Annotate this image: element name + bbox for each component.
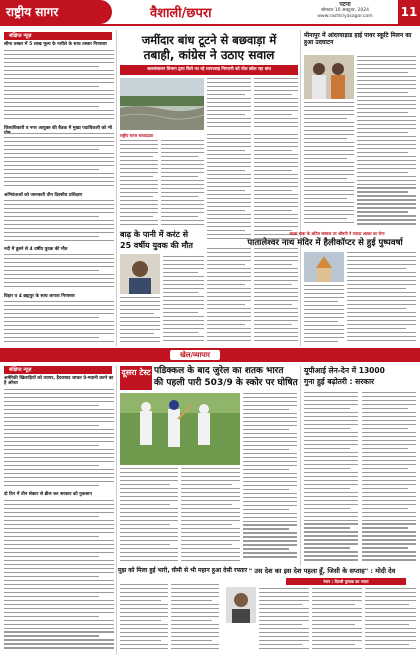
meta-web: www.rashtriyasagar.com xyxy=(317,14,373,19)
sports-left-head: दो दिन में तीन सेक्टर से ब्रीज कर सरकार को नुकसान xyxy=(4,492,92,497)
sub-headline-2: 25 वर्षीय युवक की मौत xyxy=(120,241,193,250)
sports-text xyxy=(243,393,297,563)
main-text xyxy=(207,134,251,244)
left-label: संक्षिप्त न्यूज़ xyxy=(4,32,112,40)
main-text xyxy=(254,134,298,244)
column-rule xyxy=(116,366,117,654)
main-headline-2: तबाही, कांग्रेस ने उठाए सवाल xyxy=(143,48,275,62)
sports-left-label: संक्षिप्त न्यूज़ xyxy=(4,366,112,374)
column-rule xyxy=(116,30,117,346)
sports-left-head: अमेरिकी खिलाड़ियों को व्यापर, हैदराबाद जाकर प्रे-मवानी करने का है ऑफर xyxy=(4,376,114,386)
temple-photo xyxy=(304,252,344,282)
sub-text xyxy=(120,297,160,345)
right-headline: मीनापुर में आंदरवाड़ाड हाई पावर स्कूटि मिलन का हुआ उदघाटन xyxy=(304,32,412,46)
sports-headline-1: पडिक्कल के बाद जुरेल का शतक भारत xyxy=(154,366,284,376)
bottom-headline: मुझ को मिला हुई भारी, घीमी से भी महान हुआ देसी रफ्तार xyxy=(118,567,248,574)
masthead xyxy=(0,0,420,26)
upi-text xyxy=(304,392,358,564)
main-text xyxy=(120,140,158,228)
upi-headline-2: गुना हुई बढ़ोतरी : सरकार xyxy=(304,377,375,386)
bottom-text xyxy=(120,584,168,654)
main-text xyxy=(254,78,298,130)
right-text xyxy=(357,56,416,228)
sub-text xyxy=(163,256,204,346)
meta-city: पटना xyxy=(339,1,351,8)
match-badge: दूसरा टेस्ट xyxy=(120,366,152,390)
left-item-text xyxy=(4,50,114,122)
main-byline: राष्ट्रीय सागर संवाददाता xyxy=(120,133,154,138)
author-tag: रंजन : दिल्ली पुस्तक का भारत xyxy=(286,578,406,585)
main-text xyxy=(161,140,204,228)
main-banner: जलसंसाधन विभाग द्वारा किये जा रहे लापरवाह निगरानी को पोल खोल रहा बांध xyxy=(120,65,298,75)
sub-headline-1: बाढ़ के पानी में करंट से xyxy=(120,230,188,239)
left-item-head: नदी में डूबने से 4 वर्षीय युवक की मौत xyxy=(4,247,68,252)
sports-left-text xyxy=(4,389,114,489)
sports-text xyxy=(181,468,240,564)
edition-meta xyxy=(300,2,390,20)
sub-text xyxy=(207,248,251,345)
left-item-head: अभियंताओं को जानकारी तीन दिवसीय प्रशिक्षण xyxy=(4,193,83,198)
edition-city: वैशाली/छपरा xyxy=(150,6,212,21)
quote-text xyxy=(312,588,362,654)
upi-text xyxy=(362,392,416,564)
section-bar xyxy=(0,348,420,362)
upi-headline-1: यूपीआई लेन-देन में 13000 xyxy=(304,366,385,375)
temple-text xyxy=(347,252,416,346)
quote-headline: " उस देश का इस देश पहला हूँ, जिसी के सप्ताह" : मोदी देव xyxy=(248,567,396,575)
meta-date: सोमवार 10 अक्टूबर, 2024 xyxy=(321,8,369,13)
column-rule xyxy=(300,30,301,346)
column-rule xyxy=(300,366,301,566)
main-headline-1: जमींदार बांध टूटने से बछवाड़ा में xyxy=(141,33,277,47)
flood-photo xyxy=(120,78,204,130)
section-tag: खेल/व्यापार xyxy=(170,350,220,360)
sports-headline-2: की पहली पारी 503/9 के स्कोर पर घोषित xyxy=(154,378,298,388)
left-item-text xyxy=(4,301,114,345)
temple-text xyxy=(304,285,344,345)
cricket-photo xyxy=(120,393,240,465)
left-item-text xyxy=(4,200,114,244)
sub-text xyxy=(254,248,298,345)
inauguration-photo xyxy=(304,55,354,99)
temple-headline: पातालेश्वर नाथ मंदिर में हैलीकॉप्टर से हुई पुष्पवर्षा xyxy=(247,238,403,248)
left-item-text xyxy=(4,133,114,189)
sports-text xyxy=(120,468,178,564)
page-number: 11 xyxy=(398,0,420,24)
victim-photo xyxy=(120,254,160,294)
author-photo xyxy=(226,587,256,623)
main-text xyxy=(207,78,251,130)
left-item-head: सीमा तस्कर में 5 लाख मूल्य के नशीले के साथ तस्कर गिरफ्तार xyxy=(4,42,107,47)
left-item-head: जिलाधिकारी व नगर आयुक्त की बैठक में मुख्य पदाधिकारी को भी xyxy=(4,126,113,131)
right-text xyxy=(304,102,354,228)
paper-logo: राष्ट्रीय सागर xyxy=(0,0,112,24)
bottom-text xyxy=(171,584,219,654)
left-item-text xyxy=(4,254,114,290)
sports-left-text xyxy=(4,500,114,654)
left-item-head: विहार व 4 ब्रह्मपुर के साथ लापता गिरफ्तार xyxy=(4,294,75,299)
right-bar-head: काला बाबा के अंतिम संस्कार पर श्रीमती ने उपादा अल्का का रोगा xyxy=(289,231,385,236)
quote-text xyxy=(365,588,416,654)
quote-text xyxy=(259,588,309,654)
